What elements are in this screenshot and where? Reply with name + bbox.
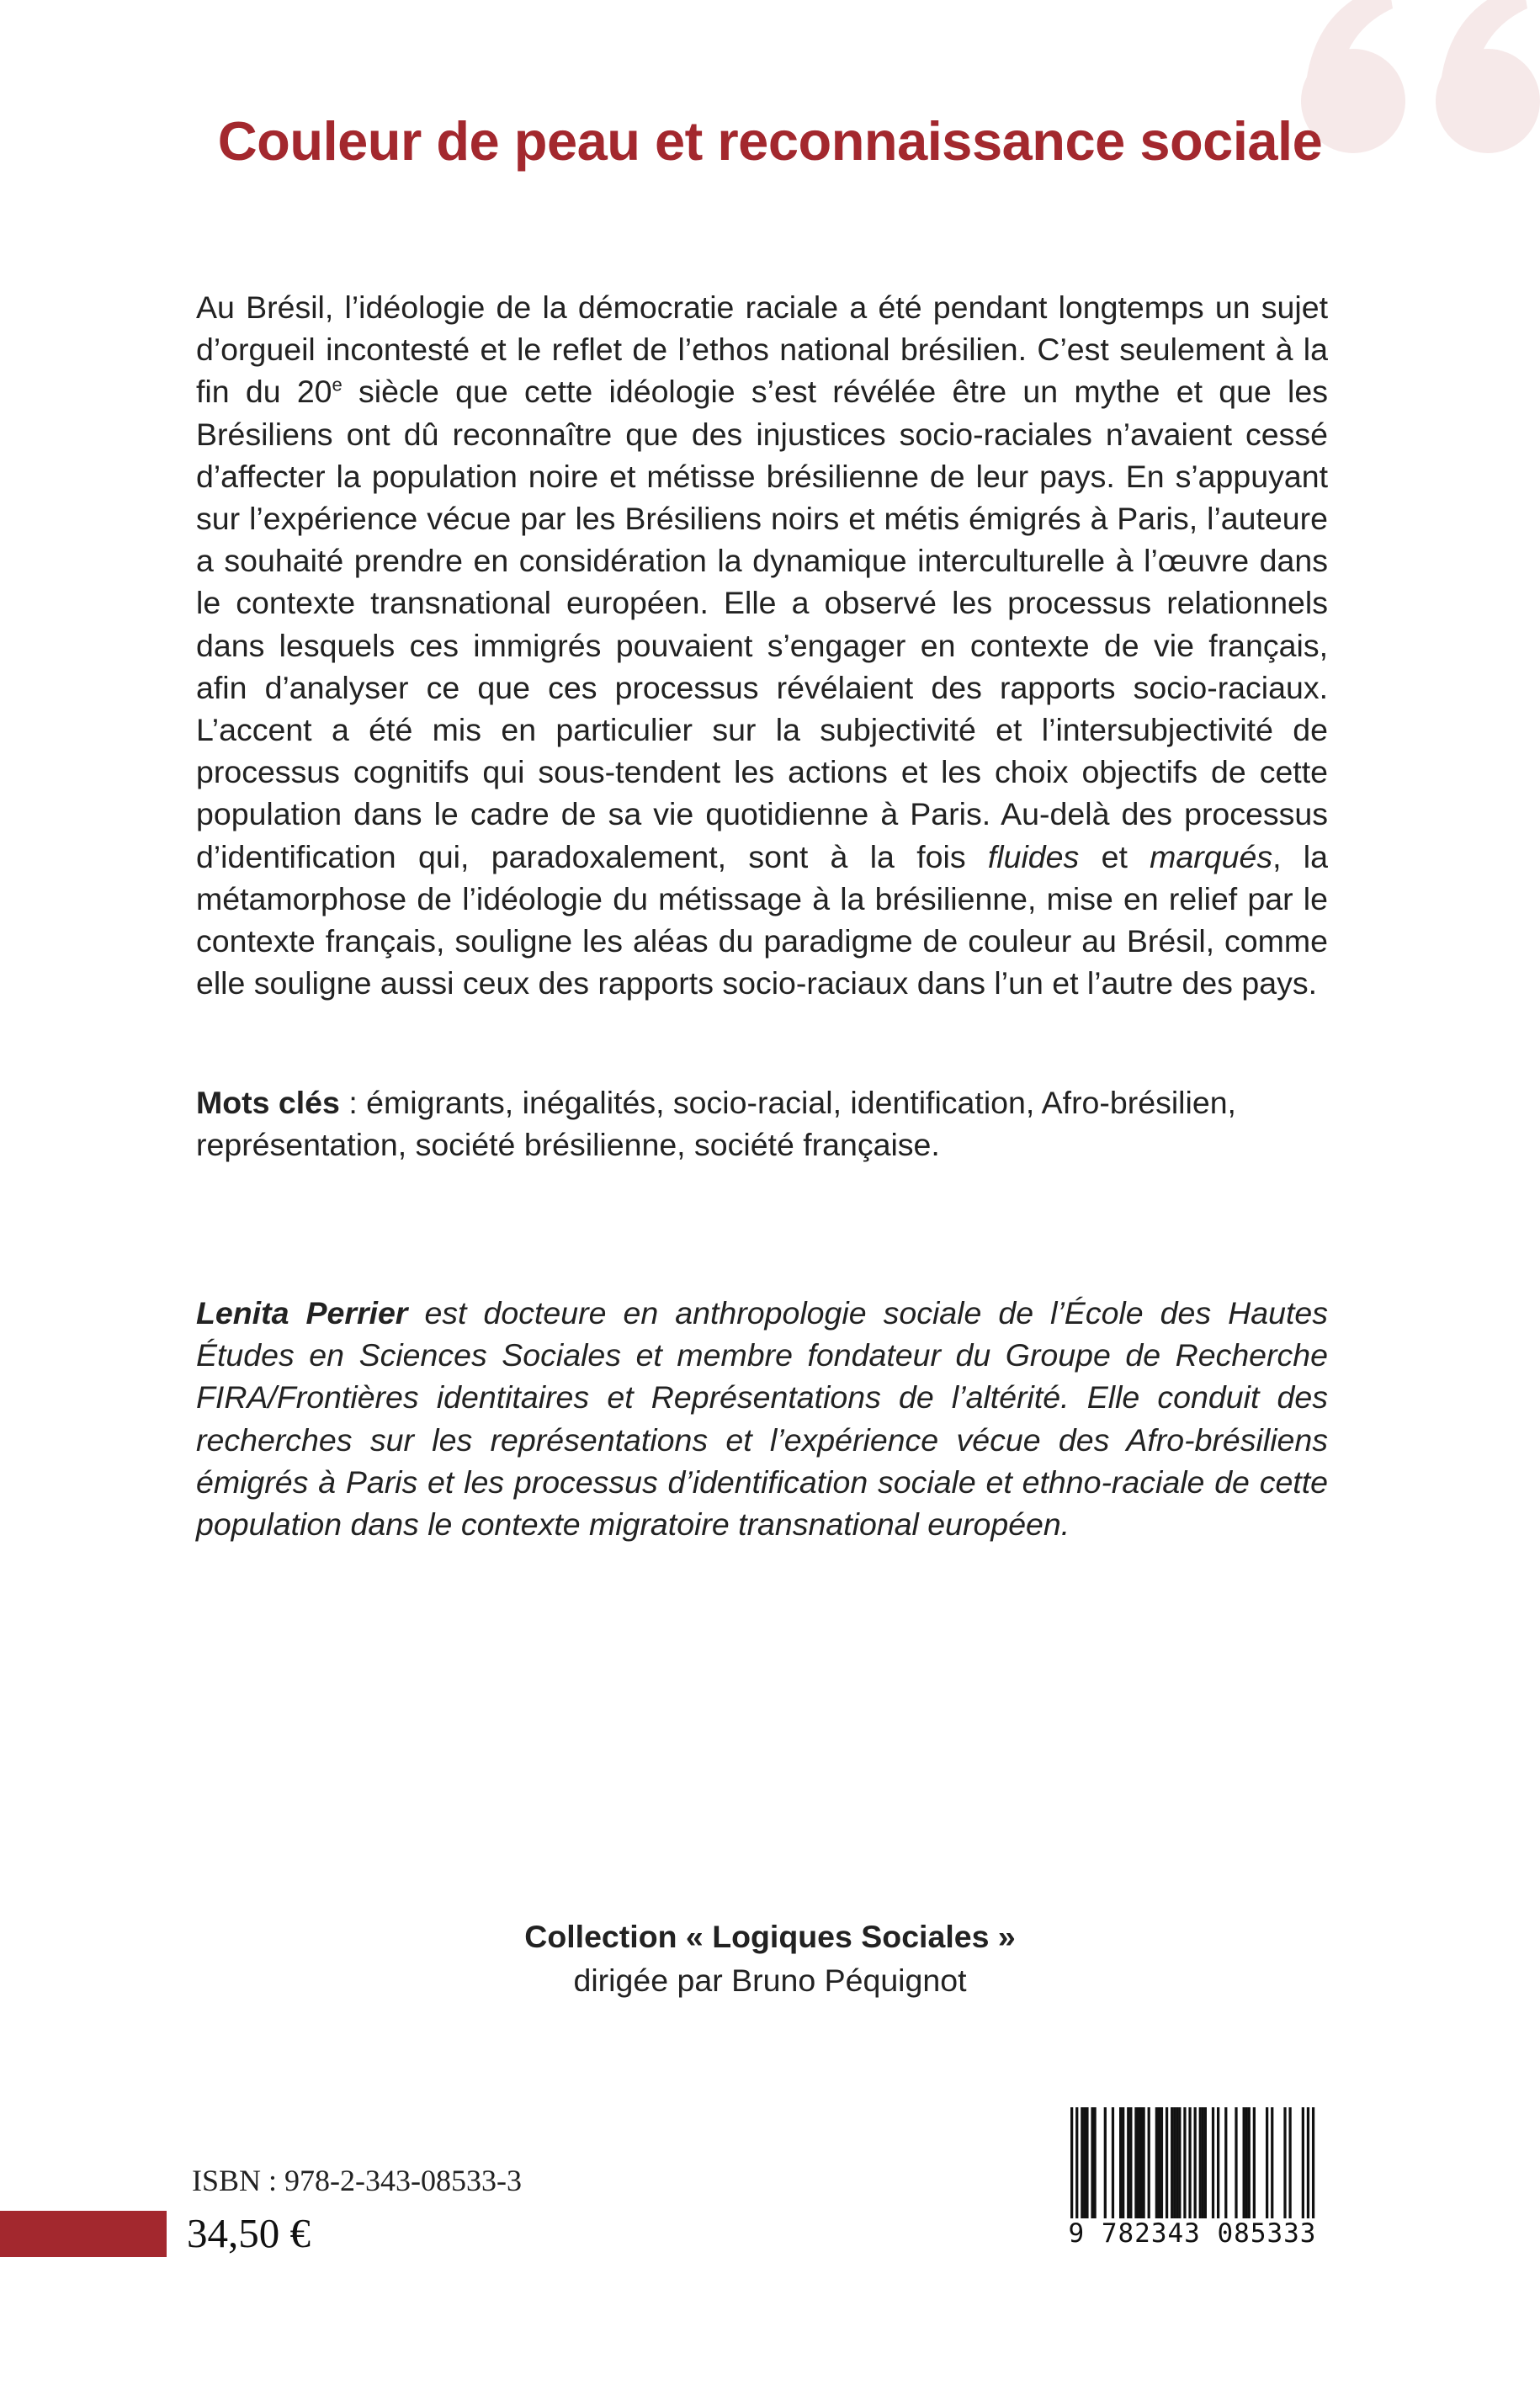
barcode-bar	[1129, 2107, 1132, 2218]
barcode-bar	[1302, 2107, 1304, 2218]
collection-info	[0, 1915, 1540, 2002]
price: 34,50 €	[187, 2210, 311, 2256]
barcode-bar	[1307, 2107, 1309, 2234]
author-bio	[196, 1292, 1328, 1545]
barcode-bar	[1235, 2107, 1237, 2218]
barcode-bar	[1194, 2107, 1197, 2234]
barcode-bar	[1137, 2107, 1139, 2218]
barcode-bar	[1248, 2107, 1251, 2218]
accent-bar	[0, 2211, 167, 2257]
barcode-bar	[1176, 2107, 1178, 2218]
barcode-bar	[1288, 2107, 1291, 2218]
summary-text-part-2: siècle que cette idéologie s’est révélée être un mythe et que les Brésiliens ont dû reconnaître que des injustices socio-raciales n’avaient cessé d’affecter la population noire et métisse brésilienne de leur pays. En s’appuyant sur l’expérience vécue par les Brésiliens noirs et métis émigrés à Paris, l’auteure a souhaité prendre en considération la dynamique interculturelle à l’œuvre dans le contexte transnational européen. Elle a observé les processus relationnels dans lesquels ces immigrés pouvaient s’engager en contexte de vie français, afin d’analyser ce que ces processus révélaient des rapports socio-raciaux. L’accent a été mis en particulier sur la subjectivité et l’intersubjectivité de processus cognitifs qui sous-tendent les actions et les choix objectifs de cette population dans le cadre de sa vie quotidienne à Paris. Au-delà des processus d’identification qui, paradoxalement, sont à la fois	[196, 374, 1328, 874]
keywords-list: : émigrants, inégalités, socio-racial, identification, Afro-brésilien, représentation, société brésilienne, société française.	[196, 1085, 1236, 1163]
barcode-bar	[1075, 2107, 1078, 2234]
barcode-bar	[1160, 2107, 1163, 2218]
barcode-bar	[1112, 2107, 1114, 2218]
barcode-bar	[1134, 2107, 1137, 2218]
barcode-bar	[1139, 2107, 1142, 2218]
barcode-bar	[1093, 2107, 1096, 2218]
barcode-bar	[1178, 2107, 1181, 2218]
author-bio-text: est docteure en anthropologie sociale de l’École des Hautes Études en Sciences Sociales et membre fondateur du Groupe de Recherche FIRA/Frontières identitaires et Représentations de l’altérité. Elle conduit des recherches sur les représentations et l’expérience vécue des Afro-brésiliens émigrés à Paris et les processus d’identification sociale et ethno-raciale de cette population dans le contexte migratoire transnational européen.	[196, 1295, 1328, 1543]
barcode-bar	[1199, 2107, 1202, 2218]
barcode-bar	[1283, 2107, 1286, 2218]
barcode-bar	[1217, 2107, 1219, 2218]
barcode-bar	[1166, 2107, 1168, 2218]
isbn: ISBN : 978-2-343-08533-3	[192, 2164, 522, 2197]
barcode-bar	[1271, 2107, 1273, 2218]
barcode-bar	[1086, 2107, 1088, 2218]
barcode-digits: 9 782343 085333	[1064, 2218, 1321, 2249]
book-title: Couleur de peau et reconnaissance sociale	[217, 110, 1323, 172]
barcode-bar	[1158, 2107, 1160, 2218]
barcode-bar	[1148, 2107, 1150, 2218]
keywords	[196, 1081, 1328, 1166]
author-name: Lenita Perrier	[196, 1295, 408, 1331]
barcode-bar	[1312, 2107, 1314, 2234]
barcode-bar	[1204, 2107, 1207, 2218]
collection-title: Collection « Logiques Sociales »	[524, 1919, 1016, 1954]
barcode-bar	[1173, 2107, 1176, 2218]
summary-text-part-4: , la métamorphose de l’idéologie du métissage à la brésilienne, mise en relief par le contexte français, souligne les aléas du paradigme de couleur au Brésil, comme elle souligne aussi ceux des rapports socio-raciaux dans l’un et l’autre des pays.	[196, 838, 1328, 1001]
barcode-bar	[1104, 2107, 1107, 2218]
barcode-bar	[1122, 2107, 1124, 2218]
keywords-label: Mots clés	[196, 1085, 340, 1120]
barcode-bar	[1091, 2107, 1093, 2218]
barcode-bar	[1171, 2107, 1173, 2218]
barcode-bar	[1253, 2107, 1256, 2218]
barcode-bar	[1127, 2107, 1129, 2218]
summary-text-part-3: et	[1079, 838, 1150, 874]
barcode-bar	[1243, 2107, 1245, 2218]
collection-director: dirigée par Bruno Péquignot	[573, 1963, 967, 1998]
summary-emphasis-marques: marqués	[1150, 838, 1273, 874]
barcode-bar	[1266, 2107, 1268, 2218]
barcode-bar	[1070, 2107, 1073, 2234]
barcode-bar	[1212, 2107, 1214, 2218]
summary-text-part-1: Au Brésil, l’idéologie de la démocratie raciale a été pendant longtemps un sujet d’orgueil incontesté et le reflet de l’ethos national brésilien. C’est seulement à la fin du 20	[196, 289, 1328, 410]
book-summary	[196, 286, 1328, 1004]
summary-emphasis-fluides: fluides	[987, 838, 1080, 874]
barcode-bar	[1083, 2107, 1086, 2218]
barcode-bar	[1081, 2107, 1083, 2218]
barcode-bar	[1142, 2107, 1144, 2218]
barcode-bar	[1224, 2107, 1227, 2218]
summary-superscript: e	[332, 374, 343, 396]
barcode-bar	[1155, 2107, 1158, 2218]
barcode-bar	[1245, 2107, 1248, 2218]
barcode-bar	[1202, 2107, 1204, 2218]
barcode-bar	[1188, 2107, 1191, 2234]
barcode-bar	[1183, 2107, 1186, 2218]
barcode-bar	[1119, 2107, 1122, 2218]
